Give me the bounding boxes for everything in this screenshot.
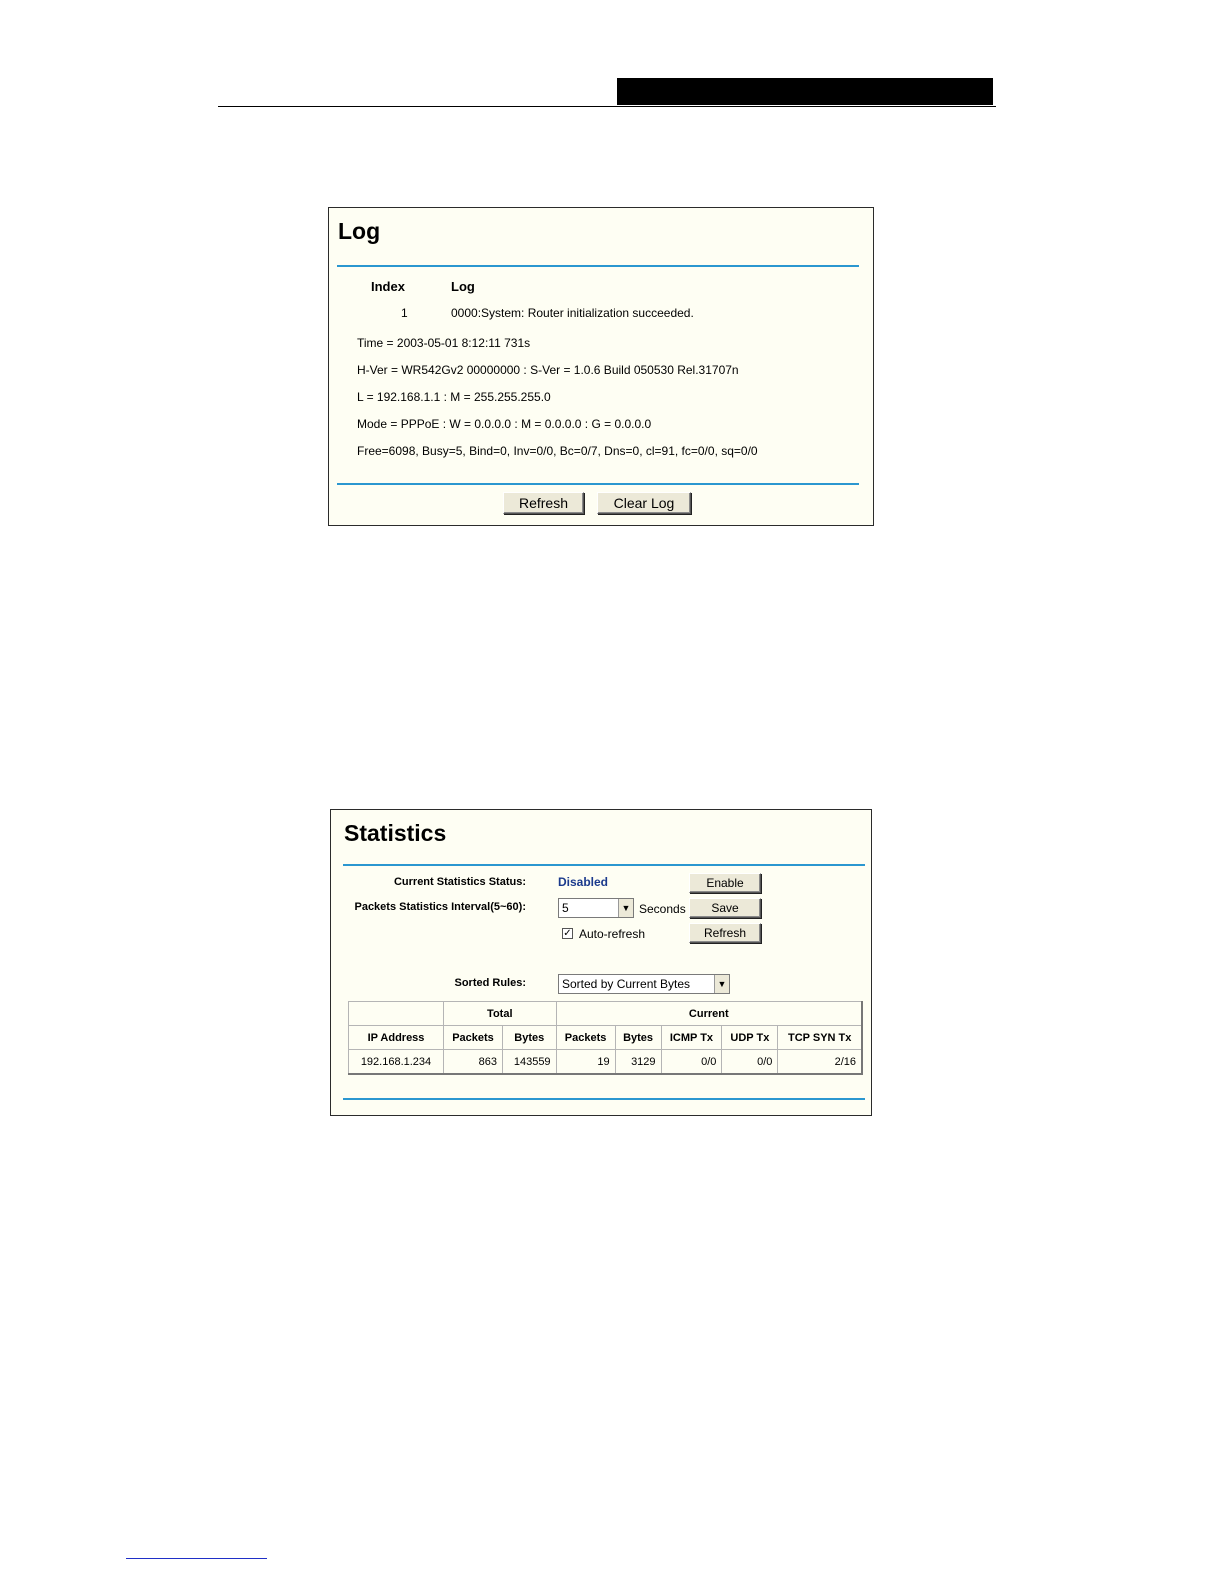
enable-button[interactable]: Enable	[689, 873, 761, 893]
sorted-rules-value: Sorted by Current Bytes	[562, 977, 691, 991]
table-header-total-packets: Packets	[444, 1026, 503, 1050]
log-refresh-button[interactable]: Refresh	[503, 492, 584, 514]
table-header-current-packets: Packets	[556, 1026, 615, 1050]
table-header-icmp-tx: ICMP Tx	[661, 1026, 722, 1050]
statistics-top-divider	[343, 864, 865, 866]
table-row	[349, 1050, 863, 1075]
log-info-memory: Free=6098, Busy=5, Bind=0, Inv=0/0, Bc=0/7, Dns=0, cl=91, fc=0/0, sq=0/0	[357, 444, 758, 458]
footer-link-underline[interactable]	[126, 1558, 267, 1559]
table-cell-total-packets: 863	[444, 1050, 503, 1075]
table-header-total-bytes: Bytes	[503, 1026, 557, 1050]
auto-refresh-checkbox[interactable]: ✓	[563, 928, 572, 939]
statistics-title: Statistics	[344, 820, 447, 846]
chevron-down-icon[interactable]: ▼	[714, 975, 729, 993]
log-info-wan: Mode = PPPoE : W = 0.0.0.0 : M = 0.0.0.0 : G = 0.0.0.0	[357, 417, 652, 431]
chevron-down-icon[interactable]: ▼	[618, 899, 633, 917]
log-info-version: H-Ver = WR542Gv2 00000000 : S-Ver = 1.0.6 Build 050530 Rel.31707n	[357, 363, 739, 377]
statistics-bottom-divider	[343, 1098, 865, 1100]
header-bar	[617, 78, 993, 105]
table-header-current-bytes: Bytes	[615, 1026, 661, 1050]
table-cell-udp-tx: 0/0	[722, 1050, 778, 1075]
log-index-header: Index	[371, 279, 405, 294]
log-bottom-divider	[337, 483, 859, 485]
table-column-header-row	[349, 1026, 863, 1050]
table-cell-total-bytes: 143559	[503, 1050, 557, 1075]
table-header-udp-tx: UDP Tx	[722, 1026, 778, 1050]
table-cell-ip-address: 192.168.1.234	[349, 1050, 444, 1075]
table-group-header-row	[349, 1002, 863, 1026]
table-header-tcp-syn-tx: TCP SYN Tx	[778, 1026, 862, 1050]
status-label: Current Statistics Status:	[393, 876, 526, 888]
table-header-blank	[349, 1002, 444, 1026]
interval-select[interactable]	[558, 898, 634, 918]
log-info-time: Time = 2003-05-01 8:12:11 731s	[357, 336, 531, 350]
save-button[interactable]: Save	[689, 898, 761, 918]
table-cell-current-bytes: 3129	[615, 1050, 661, 1075]
seconds-label: Seconds	[639, 902, 686, 916]
table-header-current: Current	[556, 1002, 862, 1026]
statistics-table	[348, 1001, 863, 1075]
interval-value: 5	[562, 901, 569, 915]
table-cell-tcp-syn-tx: 2/16	[778, 1050, 862, 1075]
table-header-ip-address: IP Address	[349, 1026, 444, 1050]
interval-label: Packets Statistics Interval(5~60):	[354, 901, 526, 913]
log-top-divider	[337, 265, 859, 267]
clear-log-button[interactable]: Clear Log	[597, 492, 691, 514]
log-info-lan: L = 192.168.1.1 : M = 255.255.255.0	[357, 390, 551, 404]
stats-refresh-button[interactable]: Refresh	[689, 923, 761, 943]
log-title: Log	[338, 218, 381, 244]
table-header-total: Total	[444, 1002, 557, 1026]
sorted-rules-select[interactable]	[558, 974, 730, 994]
table-cell-icmp-tx: 0/0	[661, 1050, 722, 1075]
statistics-panel	[330, 809, 872, 1116]
header-rule	[218, 106, 996, 107]
log-entry-index: 1	[401, 306, 408, 320]
log-log-header: Log	[451, 279, 475, 294]
log-panel	[328, 207, 874, 526]
auto-refresh-label: Auto-refresh	[579, 927, 646, 941]
table-cell-current-packets: 19	[556, 1050, 615, 1075]
log-entry-message: 0000:System: Router initialization succeeded.	[451, 306, 694, 320]
sorted-rules-label: Sorted Rules:	[454, 977, 526, 989]
status-value: Disabled	[558, 875, 609, 889]
